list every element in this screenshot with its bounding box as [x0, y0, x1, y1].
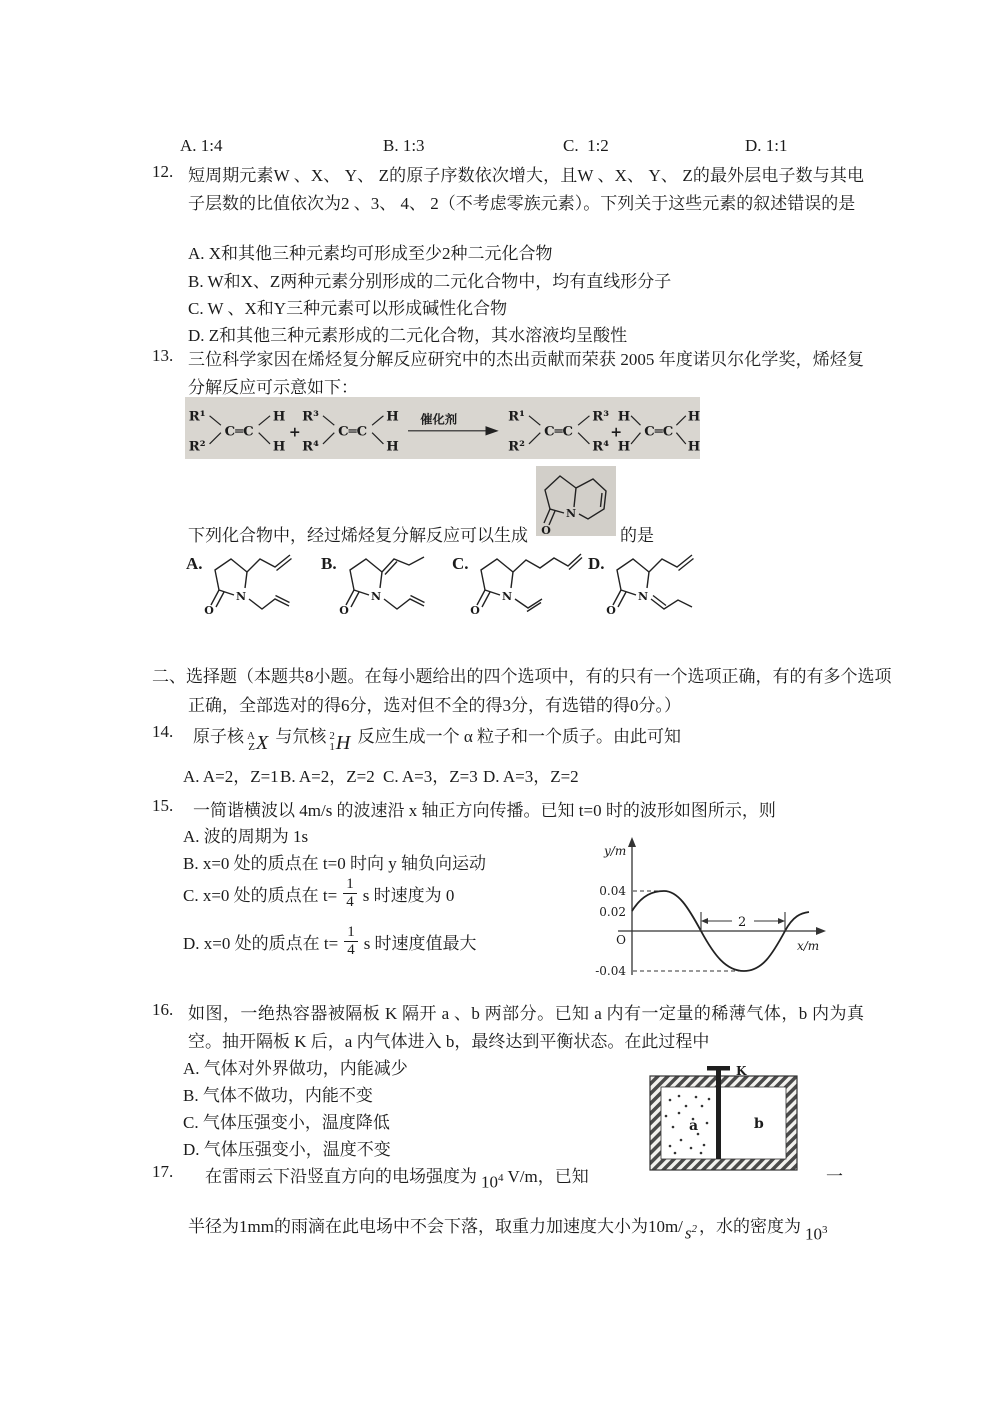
chamber-a-label: a: [689, 1118, 699, 1134]
question-12-number: 12.: [152, 162, 174, 181]
question-14-option-a: A. A=2，Z=1: [183, 767, 279, 786]
structure-d-label: D.: [588, 554, 605, 573]
question-15-number: 15.: [152, 796, 174, 815]
power-exponent: 4: [498, 1171, 504, 1184]
nitrogen-atom: N: [235, 590, 247, 603]
oxygen-atom: O: [204, 604, 214, 617]
scheme-r3: R³: [302, 409, 319, 425]
oxygen-atom: O: [339, 604, 349, 617]
question-15-option-b: B. x=0 处的质点在 t=0 时向 y 轴负向运动: [183, 854, 486, 873]
fraction-one-quarter: [344, 924, 358, 959]
nitrogen-atom: N: [637, 590, 649, 603]
oxygen-atom: O: [470, 604, 480, 617]
question-12-text: 短周期元素W 、X、 Y、 Z的原子序数依次增大，且W 、X、 Y、 Z的最外层电子数与其电子层数的比值依次为2 、3、 4、 2（不考虑零族元素）。下列关于这些元素的叙述错误的是: [188, 166, 864, 213]
scheme-cc: C═C: [224, 424, 254, 440]
scheme-r2: R²: [188, 439, 206, 455]
question-17-line2-mid: ，水的密度为: [699, 1216, 802, 1236]
nuclide-h: [329, 729, 350, 753]
structure-d-figure: [603, 546, 721, 626]
chamber-b-label: b: [754, 1116, 764, 1132]
fraction-numerator: 1: [347, 923, 355, 940]
structure-b-figure: [336, 546, 454, 626]
question-17-line2-pre: 半径为1mm的雨滴在此电场中不会下落，取重力加速度大小为10m/: [188, 1216, 683, 1236]
scheme-r4: R⁴: [302, 439, 319, 455]
scheme-h: H: [687, 439, 700, 455]
scheme-h: H: [386, 409, 399, 425]
question-14-mid: 与氘核: [271, 726, 327, 746]
prev-option-c: C. 1:2: [563, 136, 609, 155]
structure-option-b: [321, 546, 454, 630]
scheme-h: H: [272, 409, 286, 425]
unit-exponent: 2: [691, 1222, 698, 1235]
question-15-option-a: A. 波的周期为 1s: [183, 827, 309, 846]
scheme-cc: C═C: [544, 424, 574, 440]
scheme-h: H: [617, 439, 631, 455]
span-length-label: 2: [738, 915, 747, 930]
tick-0-02: 0.02: [599, 905, 626, 919]
span-arrow-left-icon: [701, 918, 708, 924]
y-axis-arrow-icon: [628, 837, 636, 847]
question-14-option-b: B. A=2，Z=2: [280, 767, 375, 786]
structure-c-figure: [467, 546, 585, 626]
scheme-r4: R⁴: [592, 439, 610, 455]
structure-option-c: [452, 546, 585, 630]
question-16-option-c: C. 气体压强变小，温度降低: [183, 1113, 390, 1132]
target-molecule-figure: [536, 466, 616, 536]
power-exponent: 3: [822, 1223, 828, 1236]
wave-graph-figure: [568, 833, 836, 978]
scheme-r1: R¹: [508, 409, 525, 425]
structure-a-figure: [201, 546, 319, 626]
question-14-option-d: D. A=3，Z=2: [483, 767, 579, 786]
structure-b-label: B.: [321, 554, 337, 573]
origin-label: O: [616, 933, 626, 947]
span-arrow-right-icon: [778, 918, 785, 924]
option-c-pre: C. x=0 处的质点在 t=: [183, 885, 338, 905]
prev-option-a: A. 1:4: [180, 136, 223, 155]
element-symbol: H: [335, 732, 351, 754]
question-17-line1: [205, 1156, 589, 1192]
option-d-pre: D. x=0 处的质点在 t=: [183, 933, 339, 953]
structure-option-d: [588, 546, 721, 630]
container-interior: [661, 1087, 786, 1159]
atomic-number: 1: [329, 741, 335, 753]
oxygen-atom: O: [606, 604, 616, 617]
question-14-post: 反应生成一个 α 粒子和一个质子。由此可知: [353, 726, 682, 746]
question-16-option-b: B. 气体不做功，内能不变: [183, 1086, 373, 1105]
structure-c-label: C.: [452, 554, 469, 573]
section-2-heading: 二、选择题（本题共8小题。在每小题给出的四个选项中，有的只有一个选项正确，有的有多个选项正确，全部选对的得6分，选对但不全的得3分，有选错的得0分。）: [152, 667, 892, 715]
question-12-option-b: B. W和X、Z两种元素分别形成的二元化合物中，均有直线形分子: [188, 272, 672, 291]
question-15-option-d: [183, 920, 477, 962]
fraction-one-quarter: [343, 876, 357, 911]
nitrogen-atom: N: [370, 590, 382, 603]
nitrogen-atom: N: [565, 507, 577, 520]
question-12-option-a: A. X和其他三种元素均可形成至少2种二元化合物: [188, 244, 553, 263]
scheme-h: H: [272, 439, 286, 455]
question-12-option-c: C. W 、X和Y三种元素可以形成碱性化合物: [188, 299, 508, 318]
power-of-ten-density: [805, 1224, 828, 1245]
arrow-right-icon: [485, 426, 498, 435]
s-squared-unit: [685, 1223, 697, 1244]
question-15-option-c: [183, 872, 454, 914]
tick-0-04: 0.04: [599, 884, 626, 898]
container-figure: [646, 1056, 801, 1174]
nitrogen-atom: N: [501, 590, 513, 603]
tick-neg-0-04: -0.04: [595, 964, 626, 978]
oxygen-atom: O: [541, 524, 551, 536]
reaction-scheme-figure: [185, 397, 700, 459]
prev-option-d: D. 1:1: [745, 136, 788, 155]
question-13-text: 三位科学家因在烯烃复分解反应研究中的杰出贡献而荣获 2005 年度诺贝尔化学奖，烯烃复分解反应可示意如下：: [188, 350, 864, 397]
partition-handle: [707, 1066, 730, 1071]
option-d-post: s 时速度值最大: [363, 933, 477, 953]
question-14-text: [193, 714, 681, 754]
unit-base: s: [684, 1223, 692, 1243]
scheme-plus: +: [288, 424, 301, 441]
scheme-h: H: [617, 409, 631, 425]
line-continuation-dash: 一: [826, 1167, 843, 1186]
question-16-option-a: A. 气体对外界做功，内能减少: [183, 1059, 408, 1078]
mass-number: 2: [329, 730, 335, 742]
question-17-line2: [188, 1206, 832, 1242]
power-base: 10: [481, 1172, 498, 1192]
scheme-r3: R³: [592, 409, 610, 425]
question-16-number: 16.: [152, 1000, 174, 1019]
element-symbol: X: [255, 732, 269, 754]
atomic-number: Z: [248, 741, 255, 753]
question-15-text: 一简谐横波以 4m/s 的波速沿 x 轴正方向传播。已知 t=0 时的波形如图所示，则: [193, 801, 776, 820]
fraction-denominator: 4: [343, 893, 357, 911]
power-base: 10: [805, 1224, 823, 1244]
y-axis-label: y/m: [604, 844, 627, 858]
fraction-numerator: 1: [346, 875, 354, 892]
fraction-denominator: 4: [344, 941, 358, 959]
power-of-ten-field: [481, 1172, 504, 1193]
scheme-r2: R²: [508, 439, 525, 455]
question-13-number: 13.: [152, 346, 174, 365]
question-17-pre: 在雷雨云下沿竖直方向的电场强度为: [205, 1166, 477, 1186]
x-axis-arrow-icon: [816, 927, 826, 935]
scheme-h: H: [687, 409, 700, 425]
x-axis-label: x/m: [797, 939, 820, 953]
structure-option-a: [186, 546, 319, 630]
scheme-h: H: [386, 439, 399, 455]
nuclide-x: [247, 729, 268, 753]
question-14-pre: 原子核: [193, 726, 244, 746]
partition-k-label: K: [736, 1064, 747, 1078]
question-12-option-d: D. Z和其他三种元素形成的二元化合物，其水溶液均呈酸性: [188, 326, 628, 345]
scheme-cc: C═C: [644, 424, 674, 440]
question-14-option-c: C. A=3，Z=3: [383, 767, 478, 786]
question-17-mid: V/m，已知: [507, 1166, 589, 1186]
option-c-post: s 时速度为 0: [362, 885, 455, 905]
partition-k: [716, 1069, 721, 1159]
scheme-plus: +: [610, 424, 623, 441]
question-16-option-d: D. 气体压强变小，温度不变: [183, 1140, 391, 1159]
question-13-stem-after: 的是: [620, 526, 654, 545]
prev-option-b: B. 1:3: [383, 136, 425, 155]
question-17-number: 17.: [152, 1162, 174, 1181]
scheme-cc: C═C: [338, 424, 368, 440]
mass-number: A: [247, 730, 255, 742]
question-14-number: 14.: [152, 722, 174, 741]
question-16-text: 如图，一绝热容器被隔板 K 隔开 a 、b 两部分。已知 a 内有一定量的稀薄气体，b 内为真空。抽开隔板 K 后，a 内气体进入 b，最终达到平衡状态。在此过程中: [188, 1004, 864, 1051]
scheme-r1: R¹: [188, 409, 206, 425]
scheme-catalyst-label: 催化剂: [420, 412, 458, 427]
question-13-stem-before: 下列化合物中，经过烯烃复分解反应可以生成: [188, 526, 528, 545]
structure-a-label: A.: [186, 554, 203, 573]
